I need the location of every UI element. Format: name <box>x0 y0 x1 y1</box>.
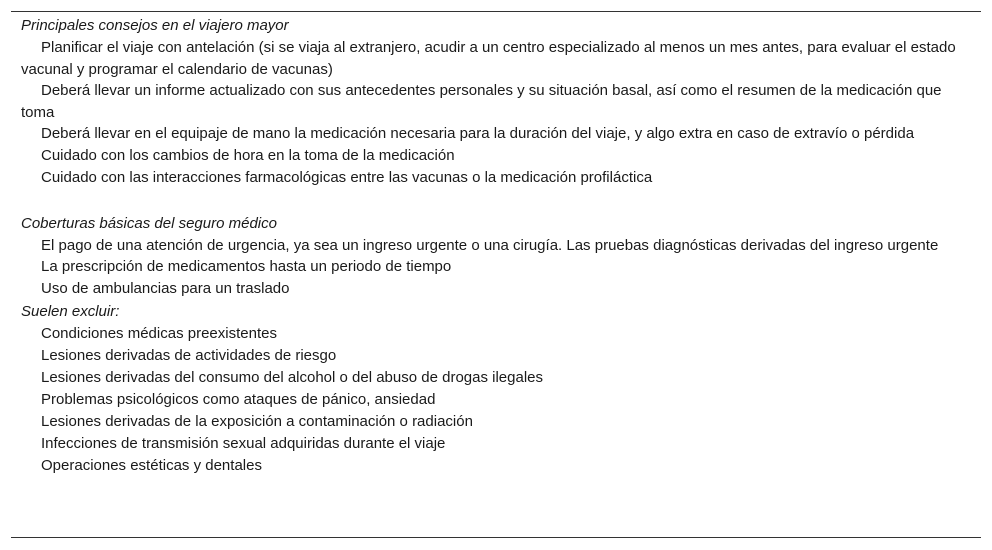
section-heading-travel-advice: Principales consejos en el viajero mayor <box>21 17 289 34</box>
section-heading-exclusions: Suelen excluir: <box>21 303 120 320</box>
advice-table <box>11 11 981 538</box>
list-item: El pago de una atención de urgencia, ya sea un ingreso urgente o una cirugía. Las pruebas diagnósticas derivadas del ingreso urgente <box>41 236 939 254</box>
list-item: Deberá llevar en el equipaje de mano la medicación necesaria para la duración del viaje, y algo extra en caso de extravío o pérdida <box>41 125 915 142</box>
list-item: Condiciones médicas preexistentes <box>41 325 277 342</box>
list-item: Planificar el viaje con antelación (si se viaja al extranjero, acudir a un centro especializado al menos un mes antes, para evaluar el estado vacunal y programar el calendario de vacunas) <box>21 39 956 78</box>
list-item: Deberá llevar un informe actualizado con sus antecedentes personales y su situación basal, así como el resumen de la medicación que toma <box>21 82 942 121</box>
list-item: Lesiones derivadas de actividades de riesgo <box>41 347 337 364</box>
list-item: La prescripción de medicamentos hasta un periodo de tiempo <box>41 258 452 275</box>
list-item: Lesiones derivadas del consumo del alcohol o del abuso de drogas ilegales <box>41 369 544 386</box>
list-item: Problemas psicológicos como ataques de pánico, ansiedad <box>41 391 436 408</box>
list-item: Uso de ambulancias para un traslado <box>41 280 290 297</box>
section-heading-insurance-coverage: Coberturas básicas del seguro médico <box>21 214 277 232</box>
section-spacer <box>21 189 981 212</box>
list-item: Infecciones de transmisión sexual adquiridas durante el viaje <box>41 435 446 452</box>
list-item: Cuidado con los cambios de hora en la toma de la medicación <box>41 146 455 164</box>
list-item: Lesiones derivadas de la exposición a contaminación o radiación <box>41 413 473 430</box>
list-item: Cuidado con las interacciones farmacológicas entre las vacunas o la medicación profiláctica <box>41 168 653 186</box>
list-item: Operaciones estéticas y dentales <box>41 457 262 474</box>
